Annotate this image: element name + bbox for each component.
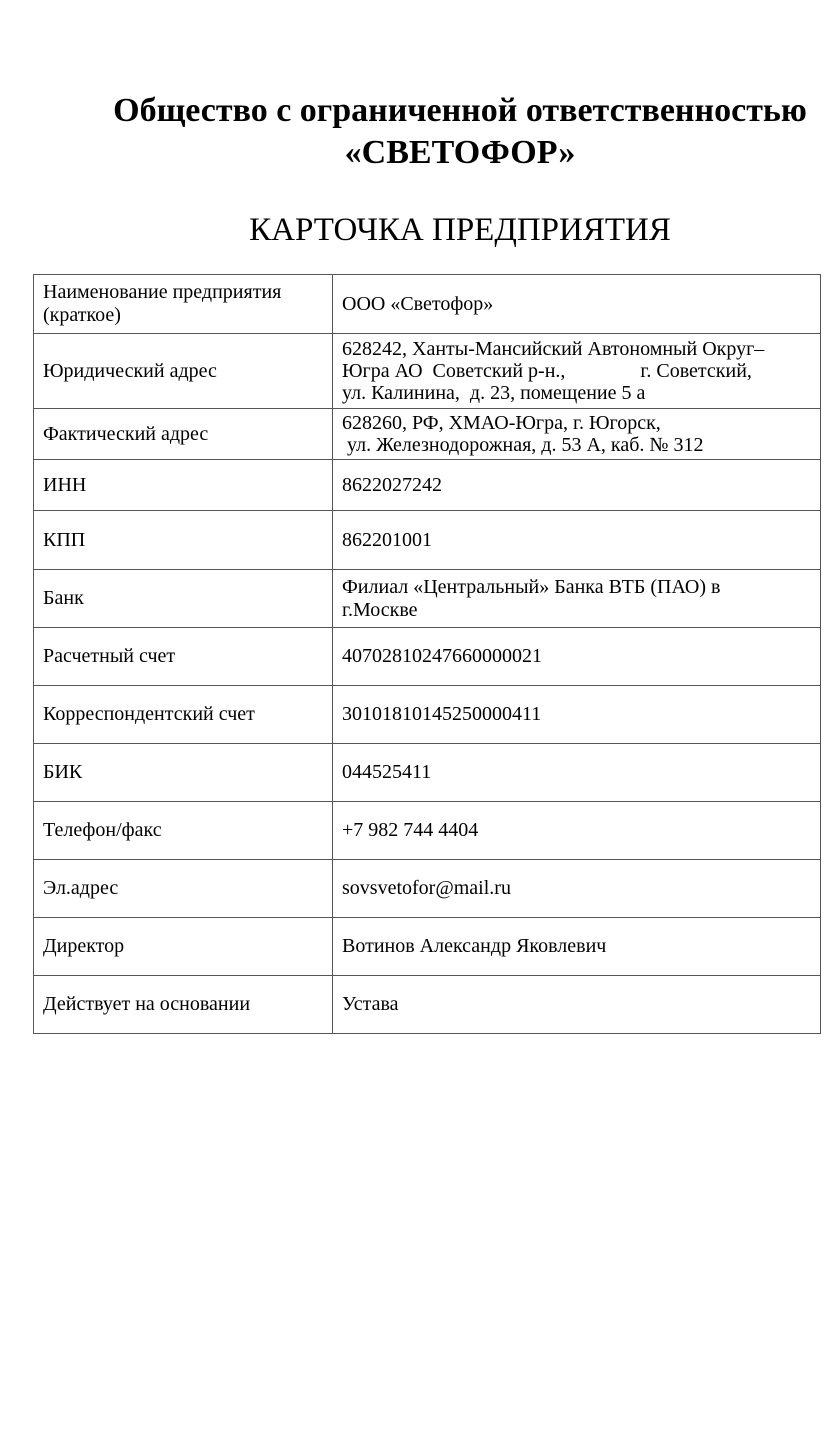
value-text: 044525411 [342, 761, 432, 783]
card-title: КАРТОЧКА ПРЕДПРИЯТИЯ [249, 212, 671, 248]
row-company-name [34, 275, 821, 334]
value-text: 30101810145250000411 [342, 703, 542, 725]
label-cell [34, 334, 333, 409]
label-text: (краткое) [43, 304, 121, 326]
value-cell [333, 275, 821, 334]
value-text: Устава [342, 993, 399, 1015]
label-cell [34, 570, 333, 628]
row-director [34, 918, 821, 976]
value-text: ООО «Светофор» [342, 292, 494, 315]
value-cell [333, 860, 821, 918]
value-text: Югра АО Советский р-н., г. Советский, [342, 360, 752, 382]
row-settlement-account [34, 628, 821, 686]
value-text: 862201001 [342, 528, 432, 551]
value-text: 628260, РФ, ХМАО-Югра, г. Югорск, [342, 412, 661, 434]
value-cell [333, 686, 821, 744]
value-text: Вотинов Александр Яковлевич [342, 935, 607, 957]
label-text: Юридический адрес [43, 359, 217, 382]
label-text: Директор [43, 935, 125, 957]
row-legal-address [34, 334, 821, 409]
label-text: Телефон/факс [43, 819, 162, 841]
value-cell [333, 409, 821, 460]
label-text: Банк [43, 587, 84, 609]
label-cell [34, 860, 333, 918]
value-cell [333, 628, 821, 686]
value-text: 40702810247660000021 [342, 645, 542, 667]
value-cell [333, 570, 821, 628]
row-phone-fax [34, 802, 821, 860]
value-text: Филиал «Центральный» Банка ВТБ (ПАО) в [342, 575, 721, 598]
label-text: ИНН [43, 473, 87, 496]
value-text: г.Москве [342, 598, 418, 621]
label-cell [34, 802, 333, 860]
value-cell [333, 918, 821, 976]
value-text: +7 982 744 4404 [342, 819, 479, 841]
value-cell [333, 511, 821, 570]
company-card-table [33, 274, 821, 1034]
row-acts-on-basis [34, 976, 821, 1034]
row-bik [34, 744, 821, 802]
organization-title-line-2: «СВЕТОФОР» [344, 134, 576, 171]
label-cell [34, 976, 333, 1034]
row-kpp [34, 511, 821, 570]
label-cell [34, 918, 333, 976]
value-text: 628242, Ханты-Мансийский Автономный Округ– [342, 338, 765, 360]
label-text: БИК [43, 761, 83, 783]
label-cell [34, 686, 333, 744]
row-correspondent-account [34, 686, 821, 744]
value-text: 8622027242 [342, 473, 442, 496]
label-cell [34, 460, 333, 511]
label-text: КПП [43, 528, 86, 551]
value-text: ул. Железнодорожная, д. 53 А, каб. № 312 [342, 434, 704, 456]
label-text: Корреспондентский счет [43, 703, 255, 725]
label-text: Расчетный счет [43, 645, 176, 667]
label-text: Эл.адрес [43, 877, 119, 899]
label-text: Фактический адрес [43, 422, 209, 445]
row-actual-address [34, 409, 821, 460]
value-cell [333, 802, 821, 860]
organization-title-line-1: Общество с ограниченной ответственностью [113, 92, 807, 129]
label-text: Действует на основании [43, 993, 251, 1015]
value-cell [333, 744, 821, 802]
value-cell [333, 334, 821, 409]
label-cell [34, 409, 333, 460]
row-bank [34, 570, 821, 628]
label-cell [34, 744, 333, 802]
value-text: ул. Калинина, д. 23, помещение 5 а [342, 382, 646, 404]
row-inn [34, 460, 821, 511]
value-text: sovsvetofor@mail.ru [342, 877, 511, 899]
label-text: Наименование предприятия [43, 281, 282, 303]
value-cell [333, 460, 821, 511]
label-cell [34, 628, 333, 686]
label-cell [34, 275, 333, 334]
row-email [34, 860, 821, 918]
value-cell [333, 976, 821, 1034]
label-cell [34, 511, 333, 570]
organization-title [60, 90, 830, 174]
